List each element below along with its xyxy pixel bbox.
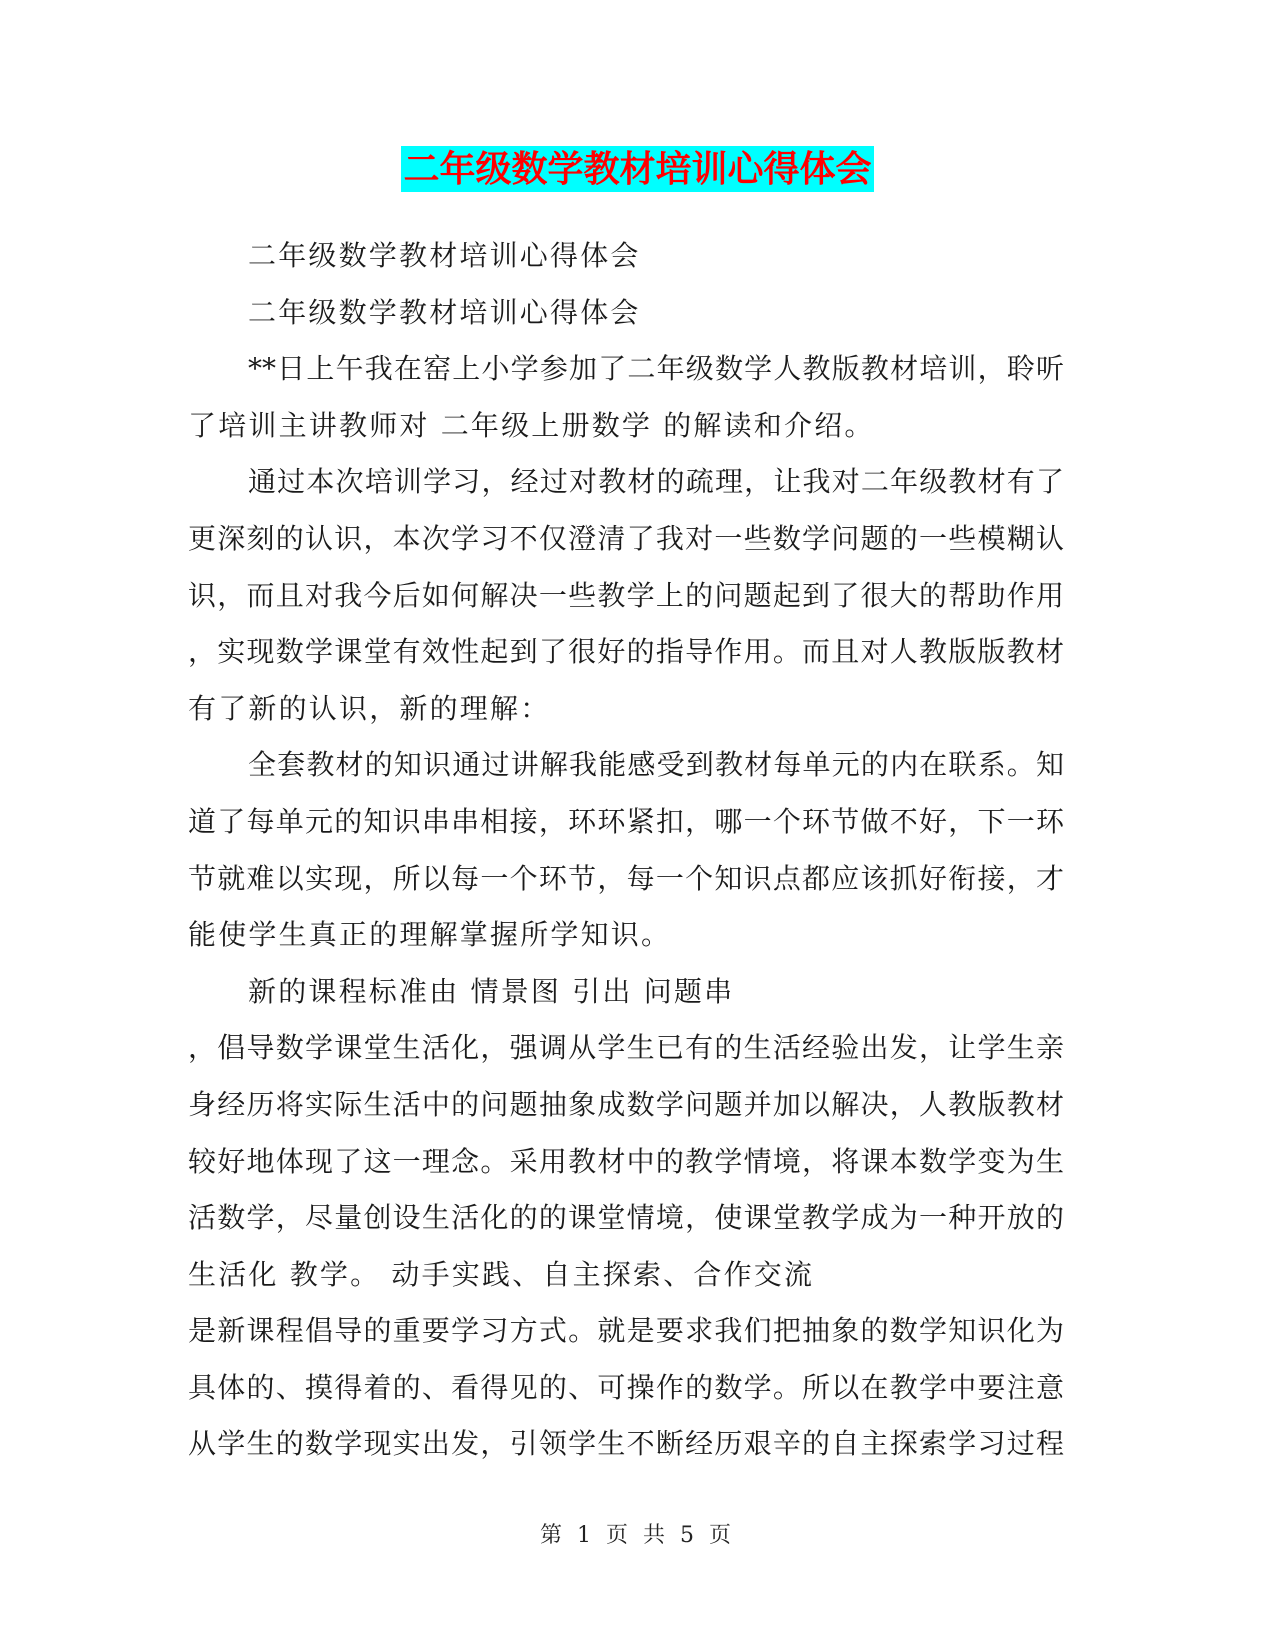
document-body xyxy=(188,228,1064,1473)
text-line: 生活化 教学。 动手实践、自主探索、合作交流 xyxy=(188,1257,815,1291)
text-line: ，实现数学课堂有效性起到了很好的指导作用。而且对人教版版教材 xyxy=(188,635,1064,669)
page-footer: 第 1 页 共 5 页 xyxy=(540,1523,735,1548)
text-line: 二年级数学教材培训心得体会 xyxy=(248,295,641,329)
text-line: 道了每单元的知识串串相接，环环紧扣，哪一个环节做不好，下一环 xyxy=(188,804,1064,838)
text-line: 具体的、摸得着的、看得见的、可操作的数学。所以在教学中要注意 xyxy=(188,1370,1064,1404)
text-line: 是新课程倡导的重要学习方式。就是要求我们把抽象的数学知识化为 xyxy=(188,1314,1064,1348)
text-line: 能使学生真正的理解掌握所学知识。 xyxy=(188,918,672,952)
text-line: **日上午我在窑上小学参加了二年级数学人教版教材培训，聆听 xyxy=(248,352,1064,386)
text-line: 活数学，尽量创设生活化的的课堂情境，使课堂教学成为一种开放的 xyxy=(188,1201,1064,1235)
document-title: 二年级数学教材培训心得体会 xyxy=(403,148,872,190)
text-line: 较好地体现了这一理念。采用教材中的教学情境，将课本数学变为生 xyxy=(188,1144,1064,1178)
text-line: 新的课程标准由 情景图 引出 问题串 xyxy=(248,974,735,1008)
text-line: 通过本次培训学习，经过对教材的疏理，让我对二年级教材有了 xyxy=(248,465,1064,499)
text-line: 识，而且对我今后如何解决一些教学上的问题起到了很大的帮助作用 xyxy=(188,578,1064,612)
text-line: 全套教材的知识通过讲解我能感受到教材每单元的内在联系。知 xyxy=(248,748,1064,782)
text-line: 有了新的认识，新的理解： xyxy=(188,691,551,725)
text-line: 了培训主讲教师对 二年级上册数学 的解读和介绍。 xyxy=(188,408,875,442)
text-line: 身经历将实际生活中的问题抽象成数学问题并加以解决，人教版教材 xyxy=(188,1087,1064,1121)
text-line: 节就难以实现，所以每一个环节，每一个知识点都应该抓好衔接，才 xyxy=(188,861,1064,895)
text-line: 更深刻的认识，本次学习不仅澄清了我对一些数学问题的一些模糊认 xyxy=(188,521,1064,555)
title-container xyxy=(0,146,1275,192)
text-line: ，倡导数学课堂生活化，强调从学生已有的生活经验出发，让学生亲 xyxy=(188,1031,1064,1065)
text-line: 二年级数学教材培训心得体会 xyxy=(248,239,641,272)
text-line: 从学生的数学现实出发，引领学生不断经历艰辛的自主探索学习过程 xyxy=(188,1427,1064,1461)
